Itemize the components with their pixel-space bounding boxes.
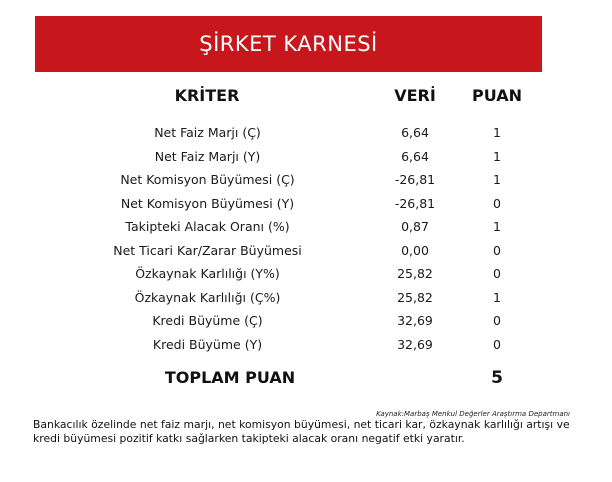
criteria-cell: Kredi Büyüme (Y) xyxy=(152,336,263,352)
score-cell: 0 xyxy=(493,266,501,281)
score-cell: 1 xyxy=(493,289,501,305)
score-cell: 1 xyxy=(493,172,501,187)
value-cell: 32,69 xyxy=(397,313,433,328)
criteria-cell: Net Komisyon Büyümesi (Ç) xyxy=(120,172,295,187)
score-cell: 1 xyxy=(493,125,501,140)
table-row xyxy=(0,286,612,310)
criteria-cell: Net Komisyon Büyümesi (Y) xyxy=(120,195,295,211)
column-header-criteria: KRİTER xyxy=(174,86,240,105)
table-row xyxy=(0,239,612,263)
table-row xyxy=(0,215,612,239)
page-title: ŞİRKET KARNESİ xyxy=(199,32,378,56)
value-cell: 0,87 xyxy=(401,219,429,234)
criteria-cell: Net Faiz Marjı (Ç) xyxy=(154,125,261,140)
value-cell: -26,81 xyxy=(394,195,436,211)
source-caption: Kaynak:Marbaş Menkul Değerler Araştırma Departmanı xyxy=(376,410,570,418)
value-cell: 6,64 xyxy=(401,125,429,140)
criteria-cell: Takipteki Alacak Oranı (%) xyxy=(125,219,290,234)
total-row xyxy=(0,365,612,391)
table-row xyxy=(0,262,612,286)
total-label: TOPLAM PUAN xyxy=(164,368,296,387)
criteria-cell: Net Ticari Kar/Zarar Büyümesi xyxy=(113,242,302,258)
criteria-cell: Özkaynak Karlılığı (Y%) xyxy=(135,266,280,281)
table-row xyxy=(0,168,612,192)
value-cell: 32,69 xyxy=(397,336,433,352)
value-cell: 25,82 xyxy=(397,266,433,281)
criteria-cell: Net Faiz Marjı (Y) xyxy=(154,148,261,164)
score-cell: 0 xyxy=(493,242,501,258)
value-cell: 25,82 xyxy=(397,289,433,305)
value-cell: 0,00 xyxy=(401,242,429,258)
score-cell: 0 xyxy=(493,195,501,211)
table-header xyxy=(0,86,612,110)
explanatory-note: Bankacılık özelinde net faiz marjı, net komisyon büyümesi, net ticari kar, özkaynak karlılığı artışı ve kredi büyümesi pozitif katkı sağlarken takipteki alacak oranı negatif etki yaratır. xyxy=(33,418,570,445)
value-cell: 6,64 xyxy=(401,148,429,164)
table-row xyxy=(0,192,612,216)
table-row xyxy=(0,333,612,357)
value-cell: -26,81 xyxy=(394,172,436,187)
table-row xyxy=(0,309,612,333)
score-cell: 0 xyxy=(493,313,501,328)
criteria-cell: Kredi Büyüme (Ç) xyxy=(152,313,263,328)
table-row xyxy=(0,121,612,145)
column-header-value: VERİ xyxy=(394,86,436,105)
total-score: 5 xyxy=(491,368,503,388)
score-cell: 1 xyxy=(493,219,501,234)
table-row xyxy=(0,145,612,169)
score-cell: 0 xyxy=(493,336,501,352)
title-banner xyxy=(35,16,542,72)
scorecard-table xyxy=(0,121,612,356)
criteria-cell: Özkaynak Karlılığı (Ç%) xyxy=(134,289,281,305)
score-cell: 1 xyxy=(493,148,501,164)
column-header-score: PUAN xyxy=(472,86,522,105)
